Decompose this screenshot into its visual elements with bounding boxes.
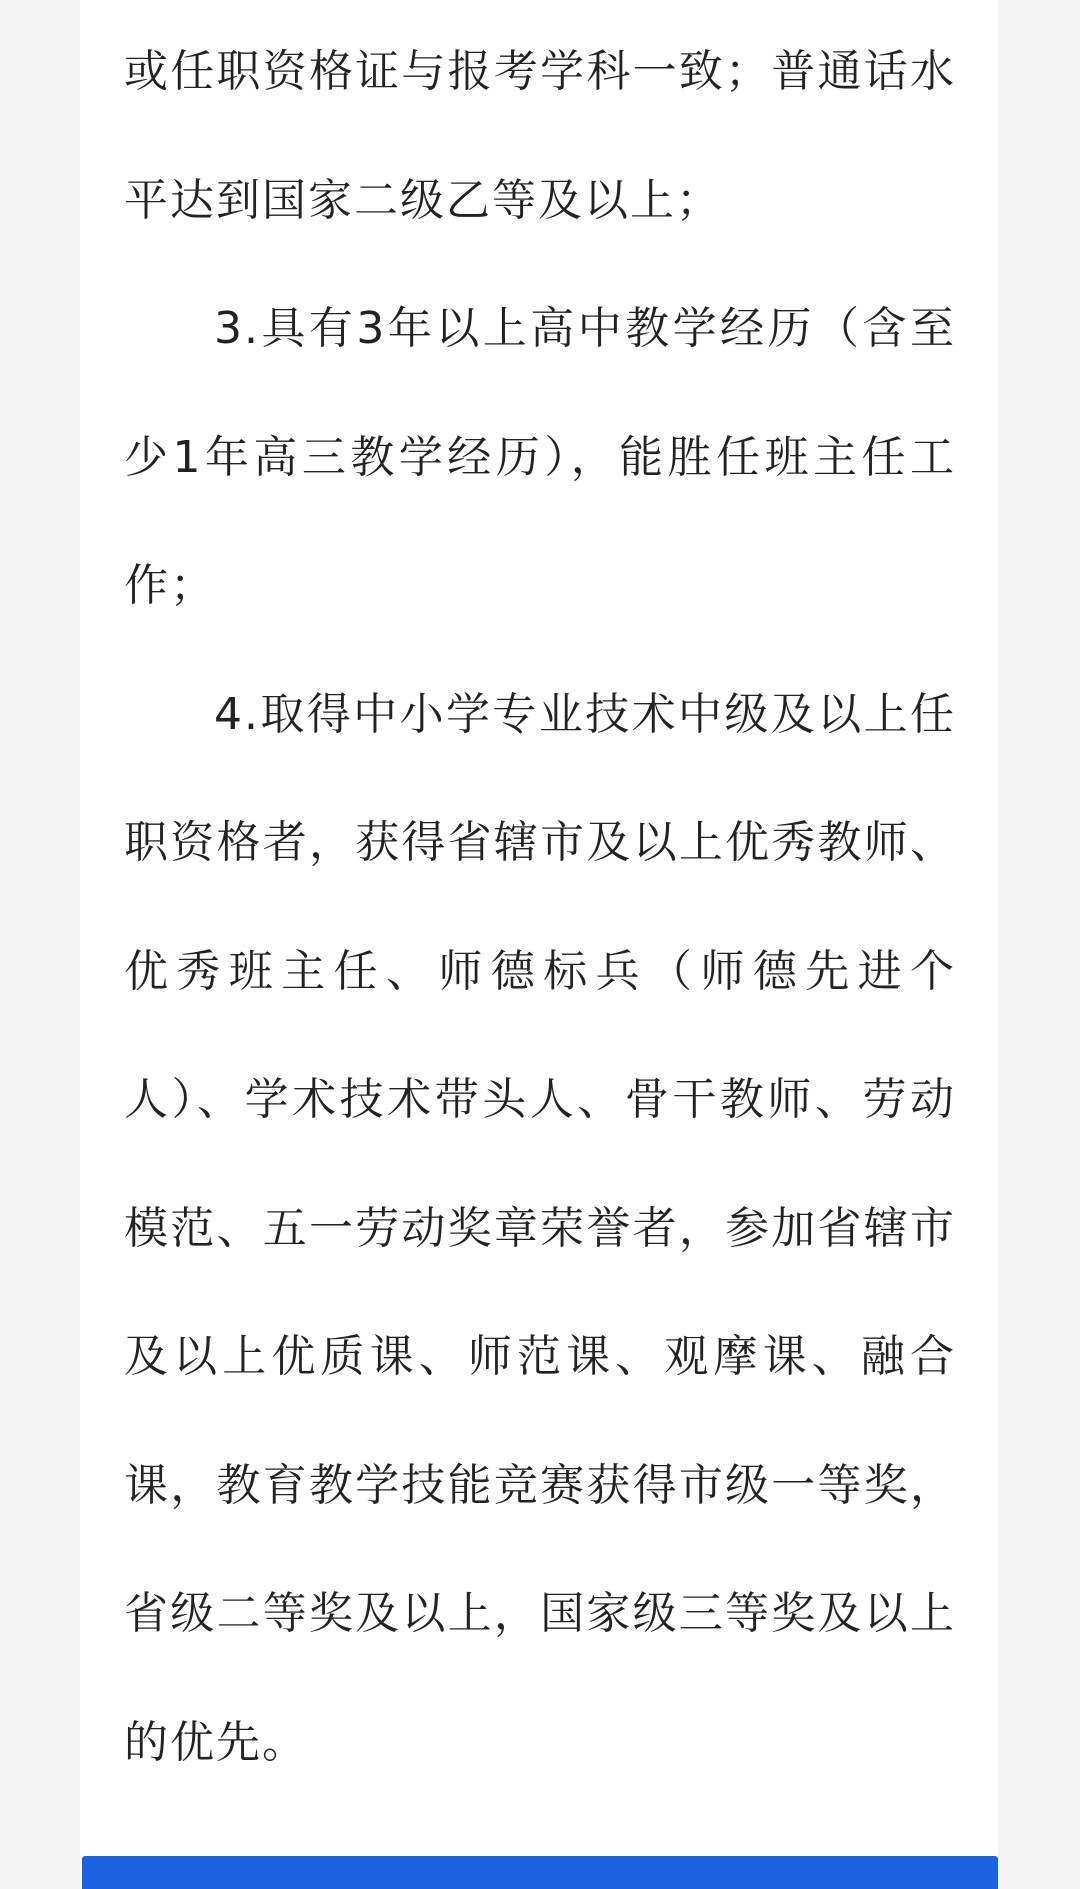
article-body [124,22,956,1821]
text-line: 的优先。 [124,1716,308,1768]
text-line: 及以上优质课、师范课、观摩课、融合 [124,1331,956,1382]
text-line: 4.取得中小学专业技术中级及以上任 [214,688,956,740]
text-line: 平达到国家二级乙等及以上； [124,174,722,226]
text-line: 或任职资格证与报考学科一致；普通话水 [124,46,956,97]
text-line: 职资格者，获得省辖市及以上优秀教师、 [124,817,956,868]
text-line: 省级二等奖及以上，国家级三等奖及以上 [124,1588,956,1639]
bottom-accent-bar [82,1856,998,1889]
text-line: 3.具有3年以上高中教学经历（含至 [214,303,956,354]
text-line: 人）、学术技术带头人、骨干教师、劳动 [124,1074,956,1125]
text-line: 模范、五一劳动奖章荣誉者，参加省辖市 [124,1202,956,1254]
text-line: 少1年高三教学经历），能胜任班主任工 [124,431,956,483]
text-line: 课，教育教学技能竞赛获得市级一等奖， [124,1459,956,1511]
text-line: 优秀班主任、师德标兵（师德先进个 [124,945,956,997]
text-line: 作； [124,560,216,611]
